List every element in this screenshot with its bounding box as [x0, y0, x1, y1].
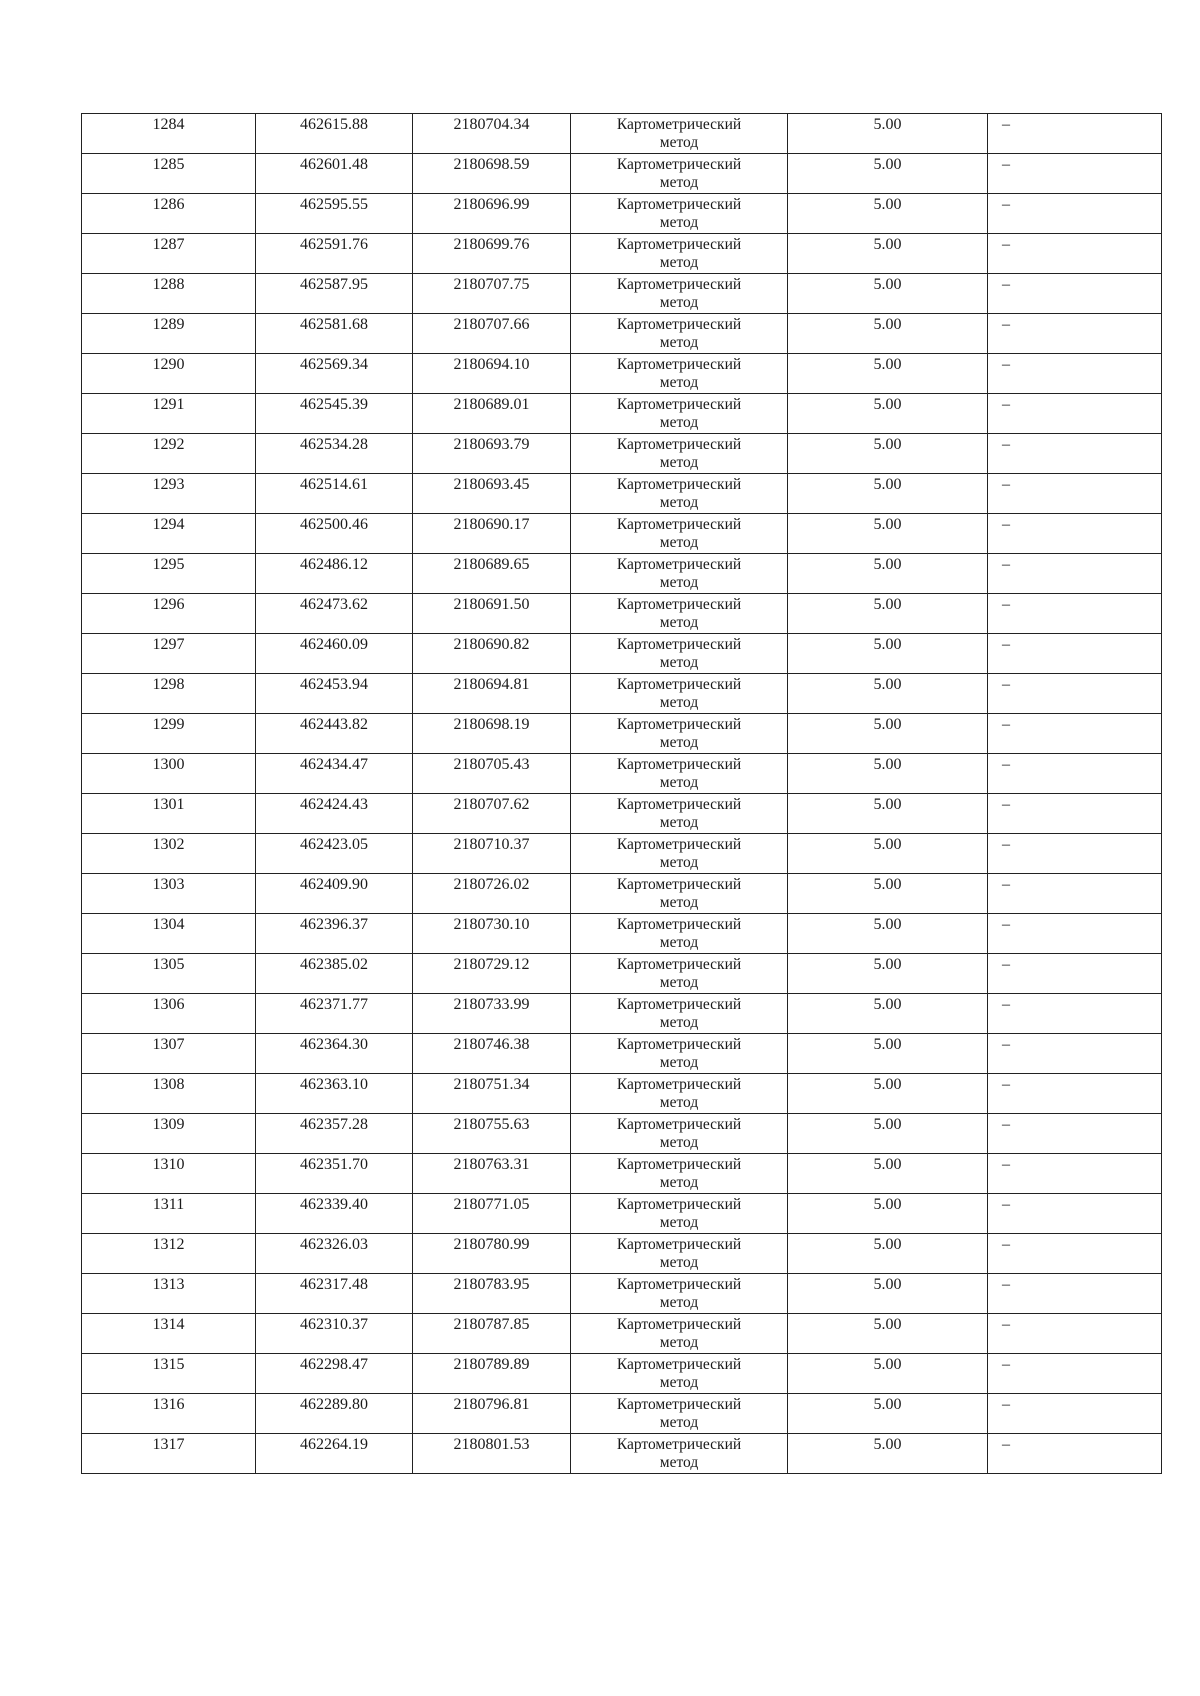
point-number-cell: 1293	[82, 474, 256, 514]
coord-y-cell: 2180787.85	[413, 1314, 571, 1354]
coord-x-cell: 462473.62	[256, 594, 413, 634]
method-cell: Картометрический метод	[571, 874, 788, 914]
coord-y-cell: 2180690.17	[413, 514, 571, 554]
coord-x-cell: 462591.76	[256, 234, 413, 274]
coord-x-cell: 462317.48	[256, 1274, 413, 1314]
coord-y-cell: 2180705.43	[413, 754, 571, 794]
point-number-cell: 1290	[82, 354, 256, 394]
accuracy-cell: 5.00	[788, 1114, 988, 1154]
method-cell: Картометрический метод	[571, 1394, 788, 1434]
point-number-cell: 1298	[82, 674, 256, 714]
point-number-cell: 1286	[82, 194, 256, 234]
method-cell: Картометрический метод	[571, 1434, 788, 1474]
note-cell: –	[988, 1354, 1162, 1394]
coord-x-cell: 462443.82	[256, 714, 413, 754]
accuracy-cell: 5.00	[788, 634, 988, 674]
method-cell: Картометрический метод	[571, 394, 788, 434]
method-cell: Картометрический метод	[571, 474, 788, 514]
coord-x-cell: 462310.37	[256, 1314, 413, 1354]
accuracy-cell: 5.00	[788, 674, 988, 714]
coordinates-table	[81, 113, 1162, 1474]
table-row	[82, 354, 1162, 394]
coord-y-cell: 2180693.45	[413, 474, 571, 514]
note-cell: –	[988, 714, 1162, 754]
point-number-cell: 1317	[82, 1434, 256, 1474]
note-cell: –	[988, 114, 1162, 154]
note-cell: –	[988, 434, 1162, 474]
coord-y-cell: 2180693.79	[413, 434, 571, 474]
accuracy-cell: 5.00	[788, 994, 988, 1034]
note-cell: –	[988, 794, 1162, 834]
method-cell: Картометрический метод	[571, 154, 788, 194]
accuracy-cell: 5.00	[788, 434, 988, 474]
point-number-cell: 1309	[82, 1114, 256, 1154]
coord-x-cell: 462423.05	[256, 834, 413, 874]
table-row	[82, 594, 1162, 634]
coord-x-cell: 462569.34	[256, 354, 413, 394]
accuracy-cell: 5.00	[788, 314, 988, 354]
accuracy-cell: 5.00	[788, 914, 988, 954]
coord-y-cell: 2180780.99	[413, 1234, 571, 1274]
accuracy-cell: 5.00	[788, 714, 988, 754]
point-number-cell: 1310	[82, 1154, 256, 1194]
point-number-cell: 1312	[82, 1234, 256, 1274]
method-cell: Картометрический метод	[571, 554, 788, 594]
point-number-cell: 1313	[82, 1274, 256, 1314]
method-cell: Картометрический метод	[571, 1274, 788, 1314]
accuracy-cell: 5.00	[788, 874, 988, 914]
method-cell: Картометрический метод	[571, 1034, 788, 1074]
coord-x-cell: 462298.47	[256, 1354, 413, 1394]
table-row	[82, 834, 1162, 874]
table-row	[82, 754, 1162, 794]
accuracy-cell: 5.00	[788, 1154, 988, 1194]
coord-y-cell: 2180733.99	[413, 994, 571, 1034]
coord-y-cell: 2180694.10	[413, 354, 571, 394]
table-row	[82, 874, 1162, 914]
method-cell: Картометрический метод	[571, 434, 788, 474]
point-number-cell: 1315	[82, 1354, 256, 1394]
accuracy-cell: 5.00	[788, 594, 988, 634]
coord-y-cell: 2180783.95	[413, 1274, 571, 1314]
coord-y-cell: 2180696.99	[413, 194, 571, 234]
point-number-cell: 1304	[82, 914, 256, 954]
coord-y-cell: 2180801.53	[413, 1434, 571, 1474]
note-cell: –	[988, 554, 1162, 594]
coord-x-cell: 462534.28	[256, 434, 413, 474]
accuracy-cell: 5.00	[788, 354, 988, 394]
table-row	[82, 1434, 1162, 1474]
accuracy-cell: 5.00	[788, 154, 988, 194]
method-cell: Картометрический метод	[571, 514, 788, 554]
coord-x-cell: 462264.19	[256, 1434, 413, 1474]
point-number-cell: 1287	[82, 234, 256, 274]
table-row	[82, 1314, 1162, 1354]
coord-x-cell: 462363.10	[256, 1074, 413, 1114]
note-cell: –	[988, 954, 1162, 994]
accuracy-cell: 5.00	[788, 394, 988, 434]
table-row	[82, 994, 1162, 1034]
table-row	[82, 634, 1162, 674]
accuracy-cell: 5.00	[788, 834, 988, 874]
method-cell: Картометрический метод	[571, 1114, 788, 1154]
method-cell: Картометрический метод	[571, 274, 788, 314]
table-row	[82, 434, 1162, 474]
coord-y-cell: 2180704.34	[413, 114, 571, 154]
point-number-cell: 1301	[82, 794, 256, 834]
table-row	[82, 914, 1162, 954]
note-cell: –	[988, 354, 1162, 394]
note-cell: –	[988, 1234, 1162, 1274]
note-cell: –	[988, 274, 1162, 314]
coord-y-cell: 2180796.81	[413, 1394, 571, 1434]
method-cell: Картометрический метод	[571, 1314, 788, 1354]
note-cell: –	[988, 674, 1162, 714]
point-number-cell: 1292	[82, 434, 256, 474]
coord-x-cell: 462351.70	[256, 1154, 413, 1194]
coord-x-cell: 462500.46	[256, 514, 413, 554]
method-cell: Картометрический метод	[571, 914, 788, 954]
accuracy-cell: 5.00	[788, 514, 988, 554]
note-cell: –	[988, 874, 1162, 914]
table-row	[82, 1114, 1162, 1154]
table-row	[82, 554, 1162, 594]
point-number-cell: 1303	[82, 874, 256, 914]
table-row	[82, 234, 1162, 274]
coord-x-cell: 462396.37	[256, 914, 413, 954]
note-cell: –	[988, 1114, 1162, 1154]
note-cell: –	[988, 154, 1162, 194]
note-cell: –	[988, 1194, 1162, 1234]
method-cell: Картометрический метод	[571, 314, 788, 354]
table-row	[82, 154, 1162, 194]
note-cell: –	[988, 1274, 1162, 1314]
coord-y-cell: 2180771.05	[413, 1194, 571, 1234]
coord-x-cell: 462545.39	[256, 394, 413, 434]
method-cell: Картометрический метод	[571, 634, 788, 674]
accuracy-cell: 5.00	[788, 274, 988, 314]
accuracy-cell: 5.00	[788, 1274, 988, 1314]
table-row	[82, 1394, 1162, 1434]
point-number-cell: 1305	[82, 954, 256, 994]
point-number-cell: 1291	[82, 394, 256, 434]
coord-x-cell: 462595.55	[256, 194, 413, 234]
method-cell: Картометрический метод	[571, 1154, 788, 1194]
point-number-cell: 1314	[82, 1314, 256, 1354]
accuracy-cell: 5.00	[788, 1314, 988, 1354]
table-row	[82, 514, 1162, 554]
point-number-cell: 1285	[82, 154, 256, 194]
coord-y-cell: 2180751.34	[413, 1074, 571, 1114]
accuracy-cell: 5.00	[788, 194, 988, 234]
coord-x-cell: 462364.30	[256, 1034, 413, 1074]
table-row	[82, 1274, 1162, 1314]
accuracy-cell: 5.00	[788, 1394, 988, 1434]
table-row	[82, 474, 1162, 514]
method-cell: Картометрический метод	[571, 794, 788, 834]
accuracy-cell: 5.00	[788, 954, 988, 994]
accuracy-cell: 5.00	[788, 234, 988, 274]
coordinates-table-body	[82, 114, 1162, 1474]
coord-y-cell: 2180789.89	[413, 1354, 571, 1394]
method-cell: Картометрический метод	[571, 1074, 788, 1114]
accuracy-cell: 5.00	[788, 1354, 988, 1394]
coord-y-cell: 2180698.19	[413, 714, 571, 754]
coord-y-cell: 2180694.81	[413, 674, 571, 714]
coord-x-cell: 462587.95	[256, 274, 413, 314]
coord-y-cell: 2180707.75	[413, 274, 571, 314]
point-number-cell: 1306	[82, 994, 256, 1034]
accuracy-cell: 5.00	[788, 1234, 988, 1274]
coord-y-cell: 2180707.66	[413, 314, 571, 354]
coord-y-cell: 2180698.59	[413, 154, 571, 194]
coord-x-cell: 462434.47	[256, 754, 413, 794]
coord-y-cell: 2180746.38	[413, 1034, 571, 1074]
point-number-cell: 1300	[82, 754, 256, 794]
coord-x-cell: 462357.28	[256, 1114, 413, 1154]
coord-x-cell: 462424.43	[256, 794, 413, 834]
note-cell: –	[988, 314, 1162, 354]
table-row	[82, 714, 1162, 754]
point-number-cell: 1308	[82, 1074, 256, 1114]
method-cell: Картометрический метод	[571, 594, 788, 634]
coord-y-cell: 2180690.82	[413, 634, 571, 674]
point-number-cell: 1284	[82, 114, 256, 154]
accuracy-cell: 5.00	[788, 754, 988, 794]
table-row	[82, 794, 1162, 834]
note-cell: –	[988, 1074, 1162, 1114]
note-cell: –	[988, 594, 1162, 634]
method-cell: Картометрический метод	[571, 954, 788, 994]
coord-y-cell: 2180729.12	[413, 954, 571, 994]
coord-x-cell: 462615.88	[256, 114, 413, 154]
table-row	[82, 194, 1162, 234]
point-number-cell: 1289	[82, 314, 256, 354]
accuracy-cell: 5.00	[788, 1034, 988, 1074]
note-cell: –	[988, 834, 1162, 874]
coord-x-cell: 462460.09	[256, 634, 413, 674]
method-cell: Картометрический метод	[571, 234, 788, 274]
accuracy-cell: 5.00	[788, 1434, 988, 1474]
method-cell: Картометрический метод	[571, 994, 788, 1034]
note-cell: –	[988, 194, 1162, 234]
coord-y-cell: 2180710.37	[413, 834, 571, 874]
coord-x-cell: 462581.68	[256, 314, 413, 354]
note-cell: –	[988, 514, 1162, 554]
coord-y-cell: 2180689.65	[413, 554, 571, 594]
note-cell: –	[988, 914, 1162, 954]
table-row	[82, 674, 1162, 714]
coord-x-cell: 462486.12	[256, 554, 413, 594]
point-number-cell: 1316	[82, 1394, 256, 1434]
point-number-cell: 1302	[82, 834, 256, 874]
coord-x-cell: 462289.80	[256, 1394, 413, 1434]
note-cell: –	[988, 754, 1162, 794]
table-row	[82, 114, 1162, 154]
note-cell: –	[988, 474, 1162, 514]
coord-y-cell: 2180763.31	[413, 1154, 571, 1194]
point-number-cell: 1307	[82, 1034, 256, 1074]
coord-y-cell: 2180726.02	[413, 874, 571, 914]
table-row	[82, 1154, 1162, 1194]
table-row	[82, 394, 1162, 434]
accuracy-cell: 5.00	[788, 114, 988, 154]
note-cell: –	[988, 1154, 1162, 1194]
coord-x-cell: 462371.77	[256, 994, 413, 1034]
method-cell: Картометрический метод	[571, 1234, 788, 1274]
note-cell: –	[988, 234, 1162, 274]
method-cell: Картометрический метод	[571, 674, 788, 714]
point-number-cell: 1296	[82, 594, 256, 634]
method-cell: Картометрический метод	[571, 354, 788, 394]
method-cell: Картометрический метод	[571, 1354, 788, 1394]
note-cell: –	[988, 1394, 1162, 1434]
table-row	[82, 314, 1162, 354]
accuracy-cell: 5.00	[788, 554, 988, 594]
point-number-cell: 1288	[82, 274, 256, 314]
point-number-cell: 1311	[82, 1194, 256, 1234]
note-cell: –	[988, 1434, 1162, 1474]
note-cell: –	[988, 994, 1162, 1034]
point-number-cell: 1299	[82, 714, 256, 754]
coord-y-cell: 2180707.62	[413, 794, 571, 834]
point-number-cell: 1295	[82, 554, 256, 594]
coord-y-cell: 2180730.10	[413, 914, 571, 954]
table-row	[82, 1194, 1162, 1234]
method-cell: Картометрический метод	[571, 114, 788, 154]
accuracy-cell: 5.00	[788, 794, 988, 834]
table-row	[82, 1354, 1162, 1394]
coord-x-cell: 462339.40	[256, 1194, 413, 1234]
note-cell: –	[988, 1314, 1162, 1354]
coord-y-cell: 2180691.50	[413, 594, 571, 634]
table-row	[82, 954, 1162, 994]
table-row	[82, 1234, 1162, 1274]
table-row	[82, 1034, 1162, 1074]
coord-x-cell: 462453.94	[256, 674, 413, 714]
note-cell: –	[988, 634, 1162, 674]
coord-x-cell: 462514.61	[256, 474, 413, 514]
table-row	[82, 274, 1162, 314]
coord-x-cell: 462409.90	[256, 874, 413, 914]
coord-y-cell: 2180689.01	[413, 394, 571, 434]
accuracy-cell: 5.00	[788, 474, 988, 514]
accuracy-cell: 5.00	[788, 1194, 988, 1234]
method-cell: Картометрический метод	[571, 714, 788, 754]
coord-x-cell: 462601.48	[256, 154, 413, 194]
method-cell: Картометрический метод	[571, 194, 788, 234]
coord-x-cell: 462385.02	[256, 954, 413, 994]
note-cell: –	[988, 394, 1162, 434]
note-cell: –	[988, 1034, 1162, 1074]
method-cell: Картометрический метод	[571, 834, 788, 874]
coord-y-cell: 2180699.76	[413, 234, 571, 274]
point-number-cell: 1294	[82, 514, 256, 554]
table-row	[82, 1074, 1162, 1114]
accuracy-cell: 5.00	[788, 1074, 988, 1114]
coord-x-cell: 462326.03	[256, 1234, 413, 1274]
point-number-cell: 1297	[82, 634, 256, 674]
method-cell: Картометрический метод	[571, 754, 788, 794]
coord-y-cell: 2180755.63	[413, 1114, 571, 1154]
method-cell: Картометрический метод	[571, 1194, 788, 1234]
